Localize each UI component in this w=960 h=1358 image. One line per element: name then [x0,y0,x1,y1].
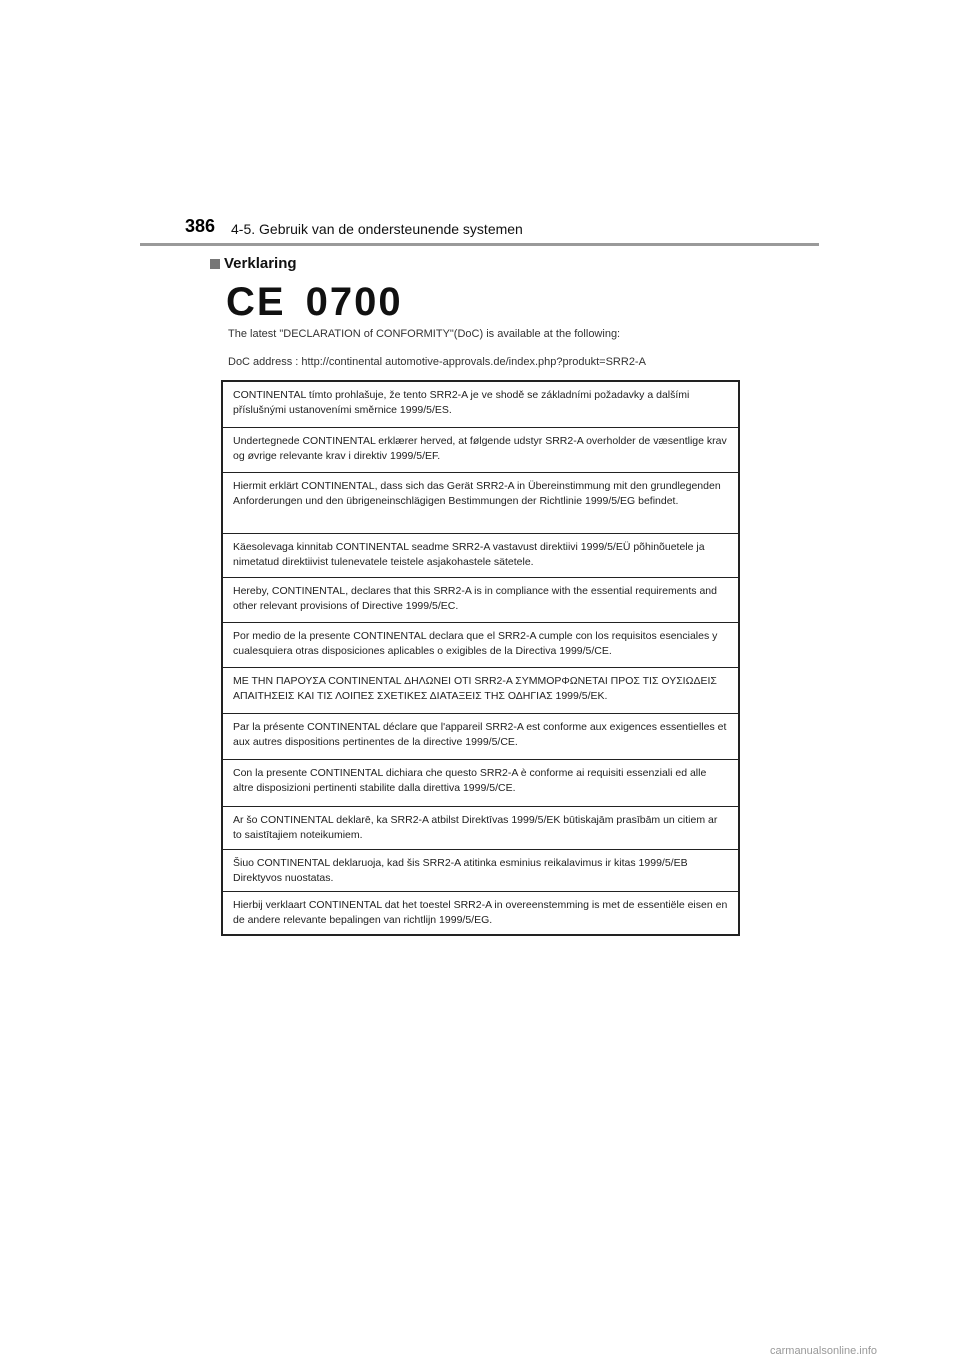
declaration-row-latvian: Ar šo CONTINENTAL deklarē, ka SRR2-A atbilst Direktīvas 1999/5/EK būtiskajām prasībām un citiem ar to saistītajiem noteikumiem. [223,807,738,850]
doc-address-text: DoC address : http://continental automotive-approvals.de/index.php?produkt=SRR2-A [228,356,646,368]
ce-mark [226,280,403,325]
declaration-row-czech: CONTINENTAL tímto prohlašuje, že tento SRR2-A je ve shodě se základními požadavky a dalšími příslušnými ustanoveními směrnice 1999/5/ES. [223,382,738,428]
declaration-row-italian: Con la presente CONTINENTAL dichiara che questo SRR2-A è conforme ai requisiti essenziali ed alle altre disposizioni pertinenti stabilite dalla direttiva 1999/5/CE. [223,760,738,807]
declaration-row-french: Par la présente CONTINENTAL déclare que l'appareil SRR2-A est conforme aux exigences essentielles et aux autres dispositions pertinentes de la directive 1999/5/CE. [223,714,738,760]
section-title: Verklaring [224,255,297,272]
doc-availability-text: The latest "DECLARATION of CONFORMITY"(DoC) is available at the following: [228,328,621,340]
declaration-row-dutch: Hierbij verklaart CONTINENTAL dat het toestel SRR2-A in overeenstemming is met de essentiële eisen en de andere relevante bepalingen van richtlijn 1999/5/EG. [233,899,728,926]
declaration-row-lithuanian: Šiuo CONTINENTAL deklaruoja, kad šis SRR2-A atitinka esminius reikalavimus ir kitas 1999/5/EB Direktyvos nuostatas. [223,850,738,892]
declaration-row-danish: Undertegnede CONTINENTAL erklærer herved, at følgende udstyr SRR2-A overholder de væsentlige krav og øvrige relevante krav i direktiv 1999/5/EF. [223,428,738,473]
chapter-title: 4-5. Gebruik van de ondersteunende systemen [231,221,523,237]
header-divider [140,243,819,246]
declaration-row-german: Hiermit erklärt CONTINENTAL, dass sich das Gerät SRR2-A in Übereinstimmung mit den grundlegenden Anforderungen und den übrigeneinschlägigen Bestimmungen der Richtlinie 1999/5/EG befindet. [223,473,738,534]
page-number: 386 [185,216,216,236]
section-heading [210,255,297,272]
declaration-row-estonian: Käesolevaga kinnitab CONTINENTAL seadme SRR2-A vastavust direktiivi 1999/5/EÜ põhinõuetele ja nimetatud direktiivist tulenevatele teistele asjakohastele sätetele. [223,534,738,578]
ce-letters: CE [226,280,286,324]
declaration-row-spanish: Por medio de la presente CONTINENTAL declara que el SRR2-A cumple con los requisitos esenciales y cualesquiera otras disposiciones aplicables o exigibles de la Directiva 1999/5/CE. [223,623,738,668]
site-watermark: carmanualsonline.info [770,1345,878,1357]
ce-number: 0700 [305,280,403,324]
declaration-row-greek: ΜΕ ΤΗΝ ΠΑΡΟΥΣΑ CONTINENTAL ΔΗΛΩΝΕΙ ΟΤΙ SRR2-A ΣΥΜΜΟΡΦΩΝΕΤΑΙ ΠΡΟΣ ΤΙΣ ΟΥΣΙΩΔΕΙΣ ΑΠΑΙΤΗΣΕΙΣ ΚΑΙ ΤΙΣ ΛΟΙΠΕΣ ΣΧΕΤΙΚΕΣ ΔΙΑΤΑΞΕΙΣ ΤΗΣ ΟΔΗΓΙΑΣ 1999/5/ΕΚ. [223,668,738,714]
declaration-row-english: Hereby, CONTINENTAL, declares that this SRR2-A is in compliance with the essential requirements and other relevant provisions of Directive 1999/5/EC. [223,578,738,623]
declaration-table [221,380,740,936]
square-bullet-icon [210,259,220,269]
